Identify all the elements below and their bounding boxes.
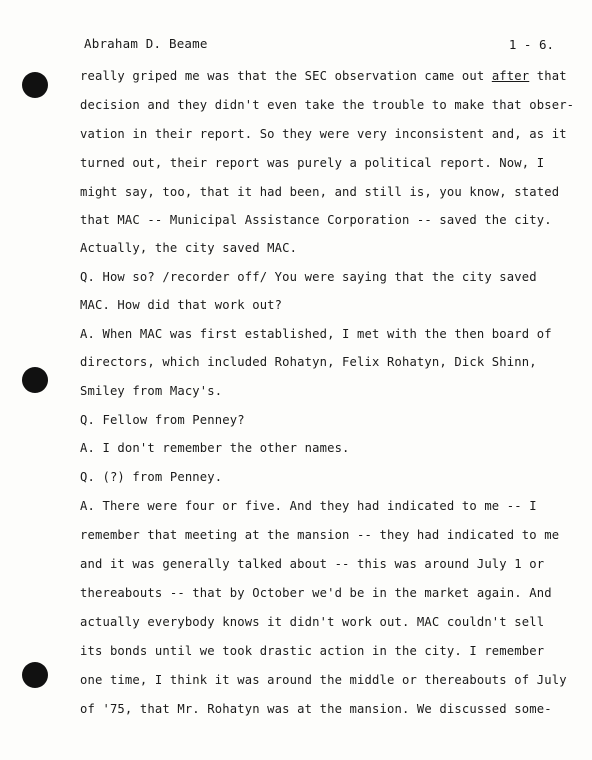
text-line: its bonds until we took drastic action in the city. I remember: [80, 644, 545, 658]
header-speaker-name: Abraham D. Beame: [84, 36, 208, 51]
text-line: Smiley from Macy's.: [80, 384, 223, 398]
text-line: Actually, the city saved MAC.: [80, 241, 298, 255]
text-line: Q. How so? /recorder off/ You were saying that the city saved: [80, 270, 537, 284]
text-line: and it was generally talked about -- this was around July 1 or: [80, 557, 545, 571]
text-line: A. When MAC was first established, I met with the then board of: [80, 327, 552, 341]
text-line: Q. Fellow from Penney?: [80, 413, 245, 427]
binder-hole: [22, 367, 48, 393]
text-line: A. There were four or five. And they had indicated to me -- I: [80, 499, 537, 513]
text-line: might say, too, that it had been, and still is, you know, stated: [80, 185, 560, 199]
text-line: A. I don't remember the other names.: [80, 441, 350, 455]
text-line: of '75, that Mr. Rohatyn was at the mansion. We discussed some-: [80, 702, 552, 716]
text-line: vation in their report. So they were very inconsistent and, as it: [80, 127, 567, 141]
text-line: decision and they didn't even take the trouble to make that obser-: [80, 98, 575, 112]
text-line: MAC. How did that work out?: [80, 298, 283, 312]
text-line: one time, I think it was around the middle or thereabouts of July: [80, 673, 567, 687]
page-number: 1 - 6.: [508, 37, 554, 52]
text-line: turned out, their report was purely a political report. Now, I: [80, 156, 545, 170]
text-line: remember that meeting at the mansion -- they had indicated to me: [80, 528, 560, 542]
text-line: really griped me was that the SEC observation came out after that: [80, 69, 567, 83]
binder-hole: [22, 662, 48, 688]
text-line: thereabouts -- that by October we'd be in the market again. And: [80, 586, 552, 600]
binder-hole: [22, 72, 48, 98]
text-line: directors, which included Rohatyn, Felix Rohatyn, Dick Shinn,: [80, 355, 537, 369]
text-line: that MAC -- Municipal Assistance Corporation -- saved the city.: [80, 213, 552, 227]
text-line: actually everybody knows it didn't work out. MAC couldn't sell: [80, 615, 545, 629]
text-line: Q. (?) from Penney.: [80, 470, 223, 484]
